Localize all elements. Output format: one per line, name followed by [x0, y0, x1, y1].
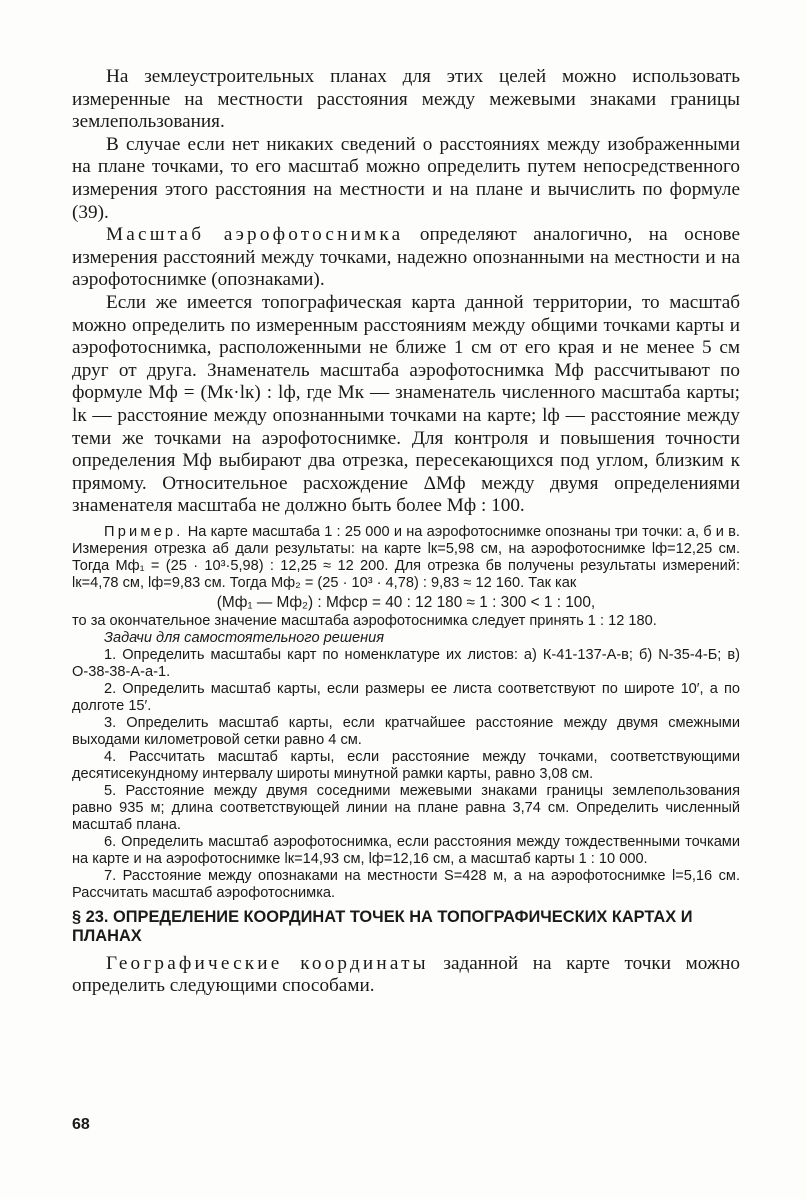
- paragraph-3: [72, 224, 740, 292]
- task-item: 3. Определить масштаб карты, если кратчайшее расстояние между двумя смежными выходами километровой сетки равно 4 см.: [72, 714, 740, 748]
- paragraph-last: [72, 953, 740, 998]
- paragraph-4: Если же имеется топографическая карта данной территории, то масштаб можно определить по измеренным расстояниям между общими точками карты и аэрофотоснимка, расположенными не ближе 1 см от его края и не менее 5 см друг от друга. Знаменатель масштаба аэрофотоснимка Mф рассчитывают по формуле Mф = (Mк·lк) : lф, где Mк — знаменатель численного масштаба карты; lк — расстояние между опознанными точками на карте; lф — расстояние между теми же точками на аэрофотоснимке. Для контроля и повышения точности определения Mф выбирают два отрезка, пересекающихся под углом, близким к прямому. Относительное расхождение ΔMф между двумя определениями знаменателя масштаба не должно быть более Mф : 100.: [72, 291, 740, 517]
- text-column: [72, 66, 740, 998]
- page-number: 68: [72, 1116, 90, 1133]
- tasks-title: Задачи для самостоятельного решения: [104, 629, 385, 646]
- paragraph-1: На землеустроительных планах для этих целей можно использовать измеренные на местности расстояния между межевыми знаками границы землепользования.: [72, 66, 740, 133]
- example-label: Пример.: [104, 523, 184, 540]
- paragraph-last-rest: заданной на карте точки можно определить следующими способами.: [72, 952, 740, 997]
- task-item: 6. Определить масштаб аэрофотоснимка, если расстояния между тождественными точками на карте и на аэрофотоснимке lк=14,93 см, lф=12,16 см, а масштаб карты 1 : 10 000.: [72, 833, 740, 867]
- formula: (Mф₁ — Mф₂) : Mфср = 40 : 12 180 ≈ 1 : 300 < 1 : 100,: [216, 593, 596, 611]
- task-item: 1. Определить масштабы карт по номенклатуре их листов: а) К-41-137-А-в; б) N-35-4-Б; в) О-38-38-А-а-1.: [72, 646, 740, 680]
- task-item: 2. Определить масштаб карты, если размеры ее листа соответствуют по широте 10′, а по долготе 15′.: [72, 680, 740, 714]
- paragraph-2: В случае если нет никаких сведений о расстояниях между изображенными на плане точками, то его масштаб можно определить путем непосредственного измерения этого расстояния на местности и на плане и вычислить по формуле (39).: [72, 133, 740, 223]
- example-text: На карте масштаба 1 : 25 000 и на аэрофотоснимке опознаны три точки: а, б и в. Измерения отрезка аб дали результаты: на карте lк=5,98 см, на аэрофотоснимке lф=12,25 см. Тогда Mф₁ = (25 · 10³·5,98) : 12,25 ≈ 12 200. Для отрезка бв получены результаты измерений: lк=4,78 см, lф=9,83 см. Тогда Mф₂ = (25 · 10³ · 4,78) : 9,83 ≈ 12 160. Так как: [72, 523, 740, 591]
- task-item: 4. Рассчитать масштаб карты, если расстояние между точками, соответствующими десятисекундному интервалу широты минутной рамки карты, равно 3,08 см.: [72, 748, 740, 782]
- term-geographic-coordinates: Географические координаты: [106, 952, 429, 974]
- conclusion: то за окончательное значение масштаба аэрофотоснимка следует принять 1 : 12 180.: [72, 612, 657, 629]
- task-item: 5. Расстояние между двумя соседними межевыми знаками границы землепользования равно 935 м; длина соответствующей линии на плане равна 3,74 см. Определить численный масштаб плана.: [72, 782, 740, 833]
- example-paragraph: [72, 524, 740, 592]
- term-aerial-scale: Масштаб аэрофотоснимка: [106, 224, 404, 246]
- task-item: 7. Расстояние между опознаками на местности S=428 м, а на аэрофотоснимке l=5,16 см. Рассчитать масштаб аэрофотоснимка.: [72, 867, 740, 901]
- paragraph-3-rest: определяют аналогично, на основе измерения расстояний между точками, надежно опознанными на местности и на аэрофотоснимке (опознаками).: [72, 224, 741, 291]
- section-heading: § 23. ОПРЕДЕЛЕНИЕ КООРДИНАТ ТОЧЕК НА ТОПОГРАФИЧЕСКИХ КАРТАХ И ПЛАНАХ: [72, 907, 693, 946]
